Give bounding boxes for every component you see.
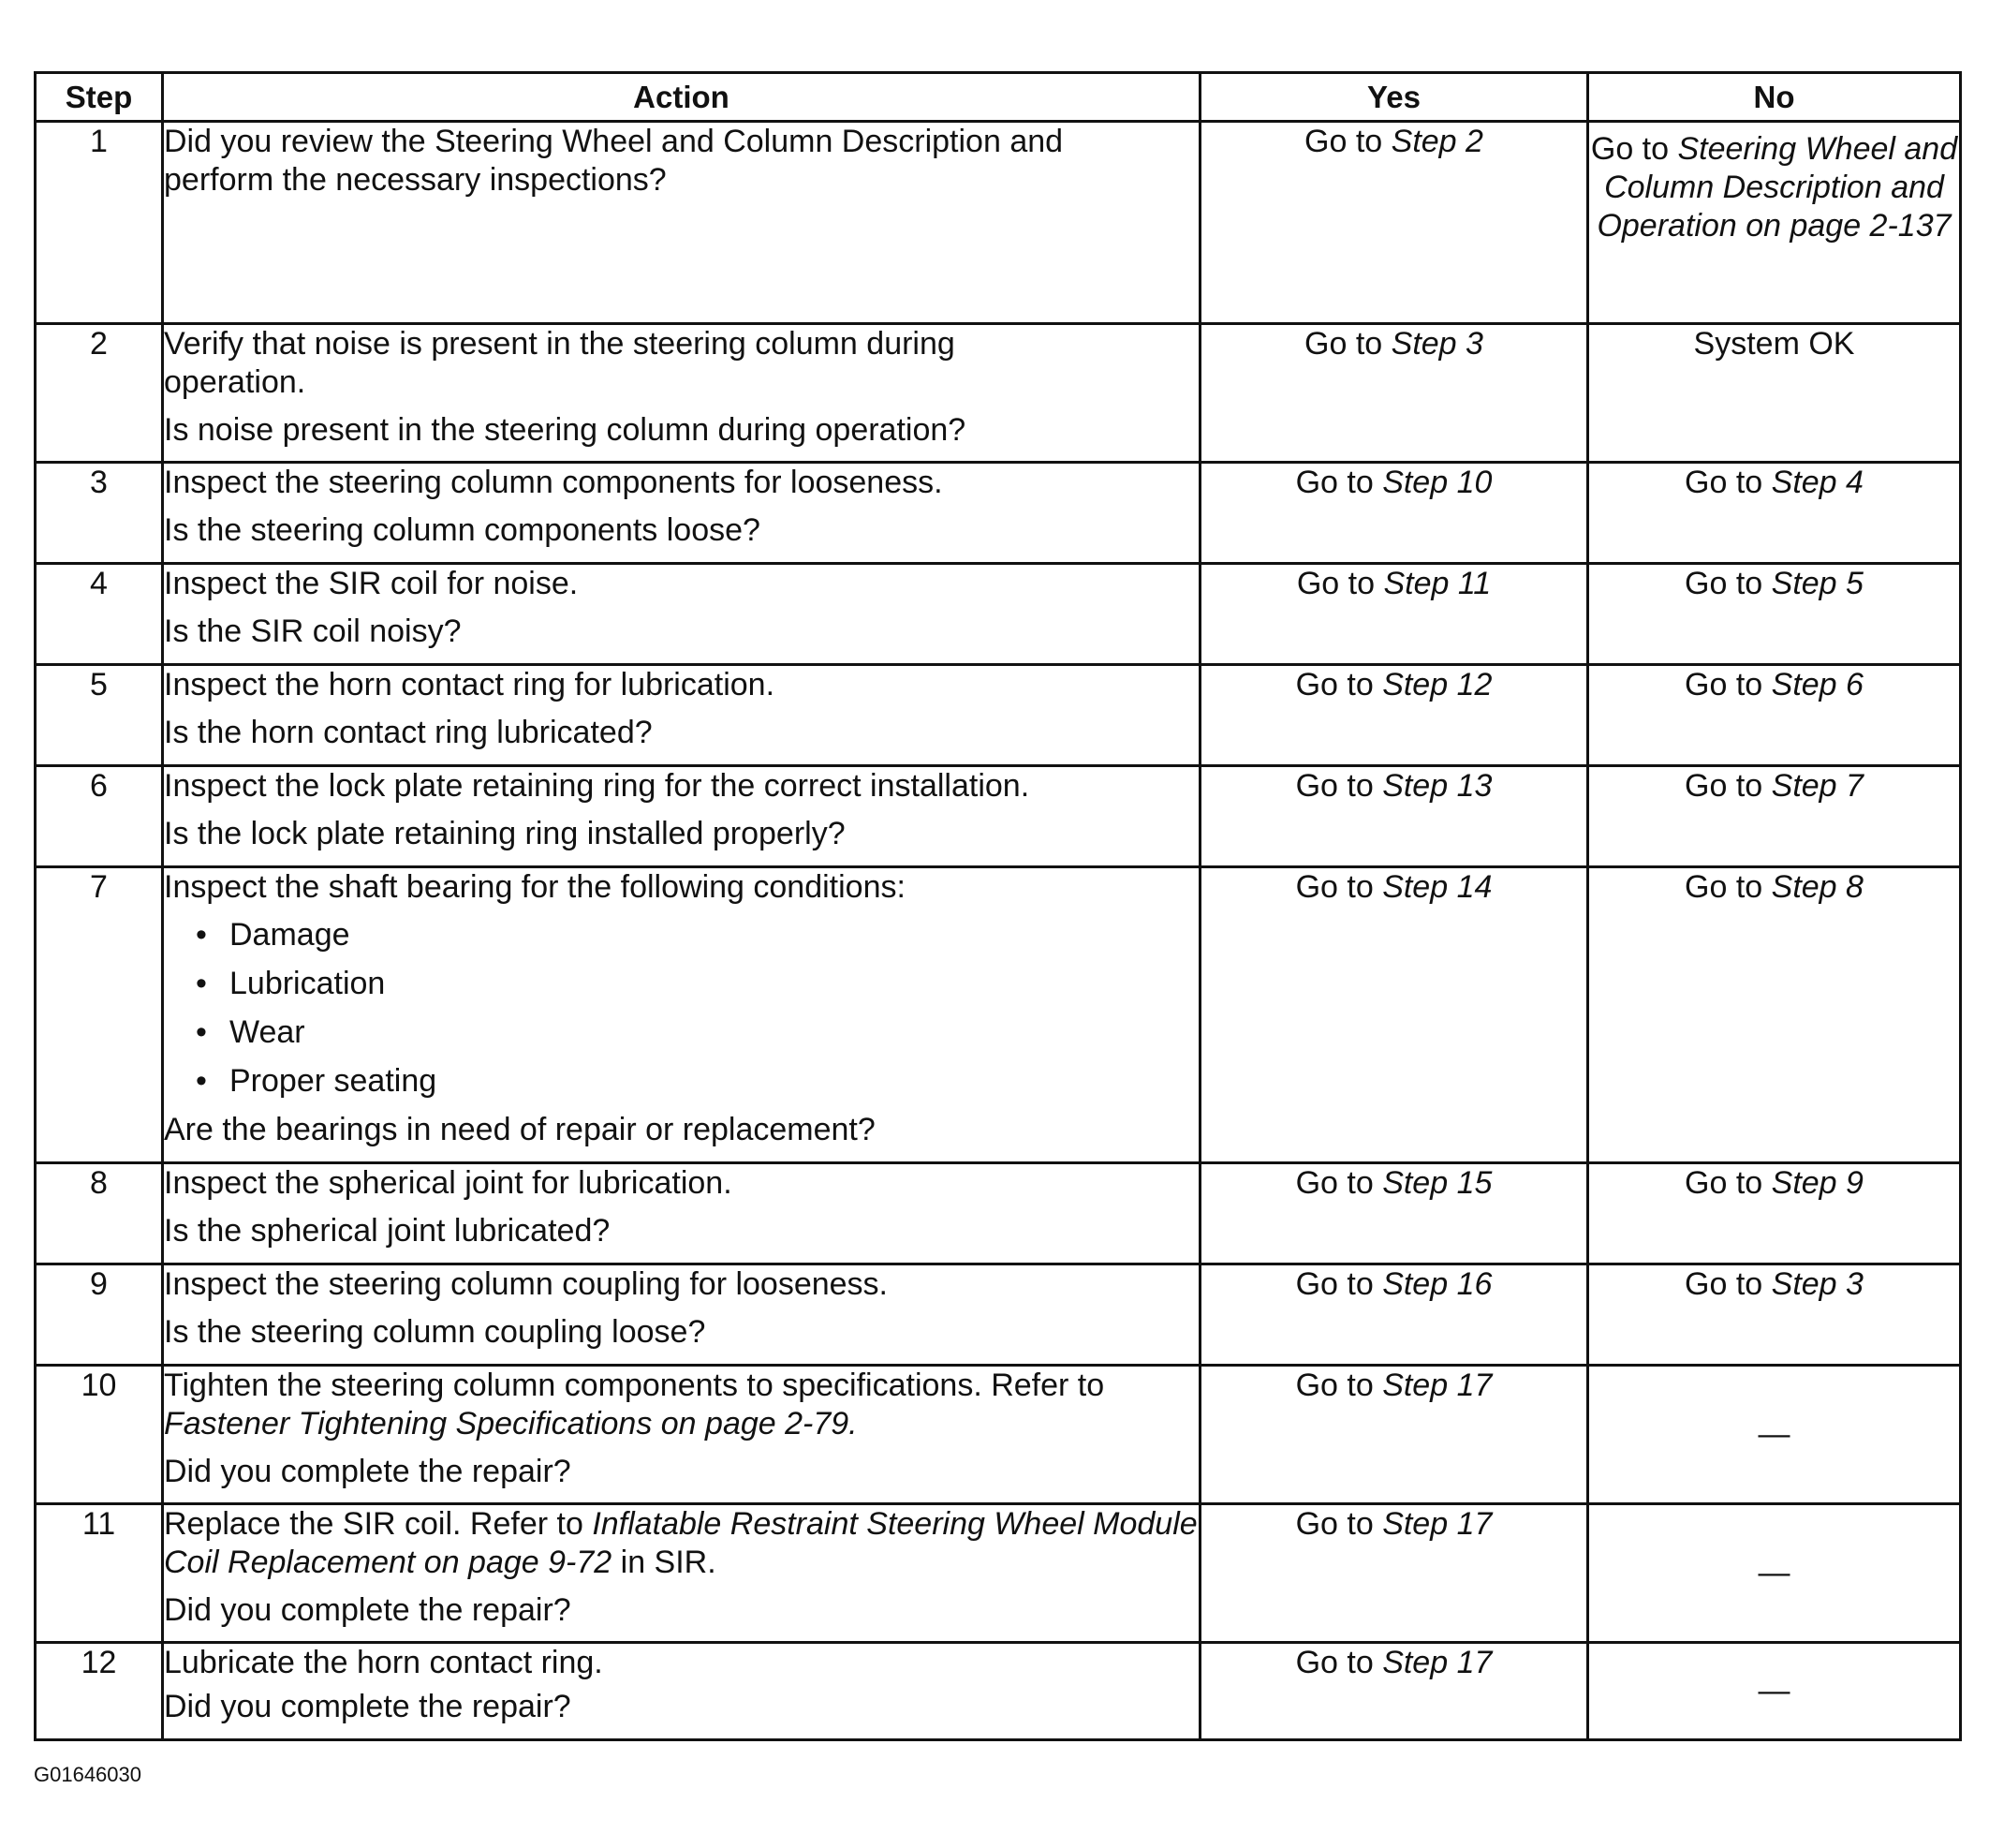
yes-step-ref: Step 16 xyxy=(1382,1266,1493,1302)
yes-step-ref: Step 2 xyxy=(1391,124,1483,159)
action-question: Is noise present in the steering column during operation? xyxy=(164,412,966,448)
action-cell xyxy=(163,1163,1201,1264)
no-prefix: Go to xyxy=(1685,1266,1772,1302)
action-text xyxy=(164,1367,1199,1443)
yes-prefix: Go to xyxy=(1295,1368,1383,1403)
yes-prefix: Go to xyxy=(1295,1266,1383,1302)
yes-prefix: Go to xyxy=(1295,1645,1383,1680)
no-step-ref: Step 4 xyxy=(1771,465,1864,500)
yes-cell xyxy=(1201,665,1588,766)
step-number: 2 xyxy=(36,324,163,463)
action-cell xyxy=(163,1264,1201,1366)
yes-step-ref: Step 17 xyxy=(1382,1645,1493,1680)
list-item-text: Wear xyxy=(229,1014,305,1050)
no-cell xyxy=(1588,1264,1961,1366)
no-prefix: Go to xyxy=(1685,1165,1772,1201)
table-row xyxy=(36,665,1961,766)
yes-step-ref: Step 3 xyxy=(1391,326,1483,362)
table-row xyxy=(36,564,1961,665)
no-step-ref: Step 6 xyxy=(1771,667,1864,702)
action-text: Did you review the Steering Wheel and Column Description and perform the necessary inspections? xyxy=(164,124,1064,198)
yes-cell xyxy=(1201,1366,1588,1504)
diagnostic-table-container xyxy=(34,71,1959,1741)
no-prefix: Go to xyxy=(1685,465,1772,500)
header-no: No xyxy=(1588,73,1961,122)
yes-step-ref: Step 13 xyxy=(1382,768,1493,804)
step-number: 11 xyxy=(36,1504,163,1643)
yes-prefix: Go to xyxy=(1304,326,1392,362)
no-cell xyxy=(1588,1643,1961,1740)
action-text: Inspect the SIR coil for noise. xyxy=(164,566,579,601)
bullet-icon: • xyxy=(196,1063,207,1099)
no-prefix: Go to xyxy=(1685,566,1772,601)
step-number: 3 xyxy=(36,463,163,564)
step-number: 8 xyxy=(36,1163,163,1264)
table-row xyxy=(36,1163,1961,1264)
yes-cell xyxy=(1201,867,1588,1163)
yes-cell xyxy=(1201,1264,1588,1366)
header-step: Step xyxy=(36,73,163,122)
no-cell xyxy=(1588,766,1961,867)
action-text: Inspect the shaft bearing for the following conditions: xyxy=(164,869,906,905)
no-cell xyxy=(1588,122,1961,324)
list-item xyxy=(164,1013,1199,1052)
step-number: 9 xyxy=(36,1264,163,1366)
table-row xyxy=(36,867,1961,1163)
no-prefix: Go to xyxy=(1685,667,1772,702)
bullet-icon: • xyxy=(196,1014,207,1050)
action-cell xyxy=(163,665,1201,766)
action-text: Verify that noise is present in the steering column during operation. xyxy=(164,326,955,400)
table-header-row xyxy=(36,73,1961,122)
action-text: Inspect the horn contact ring for lubrication. xyxy=(164,667,775,702)
diagnostic-table xyxy=(34,71,1962,1741)
no-dash: — xyxy=(1758,1555,1790,1590)
yes-step-ref: Step 11 xyxy=(1383,566,1492,601)
step-number: 1 xyxy=(36,122,163,324)
action-text: Inspect the lock plate retaining ring for the correct installation. xyxy=(164,768,1030,804)
action-text: Inspect the steering column components for looseness. xyxy=(164,465,943,500)
step-number: 7 xyxy=(36,867,163,1163)
action-question: Is the lock plate retaining ring installed properly? xyxy=(164,816,846,851)
header-action: Action xyxy=(163,73,1201,122)
list-item-text: Proper seating xyxy=(229,1063,437,1099)
yes-cell xyxy=(1201,1643,1588,1740)
action-question: Are the bearings in need of repair or replacement? xyxy=(164,1112,876,1147)
action-prefix: Tighten the steering column components to specifications. Refer to xyxy=(164,1368,1105,1403)
yes-prefix: Go to xyxy=(1295,1165,1383,1201)
no-doc-ref: Steering Wheel and Column Description and Operation on page 2-137 xyxy=(1597,131,1958,244)
yes-cell xyxy=(1201,766,1588,867)
no-cell xyxy=(1588,463,1961,564)
no-step-ref: Step 3 xyxy=(1771,1266,1864,1302)
action-text: Lubricate the horn contact ring. xyxy=(164,1645,603,1680)
action-cell xyxy=(163,122,1201,324)
action-text: Inspect the steering column coupling for looseness. xyxy=(164,1266,889,1302)
action-cell xyxy=(163,1366,1201,1504)
yes-step-ref: Step 17 xyxy=(1382,1368,1493,1403)
step-number: 4 xyxy=(36,564,163,665)
yes-prefix: Go to xyxy=(1295,465,1383,500)
action-question: Is the steering column coupling loose? xyxy=(164,1314,706,1350)
table-row xyxy=(36,766,1961,867)
list-item xyxy=(164,916,1199,954)
no-step-ref: Step 7 xyxy=(1771,768,1864,804)
table-row xyxy=(36,324,1961,463)
condition-list xyxy=(164,916,1199,1101)
list-item xyxy=(164,965,1199,1003)
yes-prefix: Go to xyxy=(1296,566,1384,601)
yes-step-ref: Step 10 xyxy=(1382,465,1493,500)
yes-prefix: Go to xyxy=(1295,1506,1383,1542)
action-suffix: in SIR. xyxy=(611,1545,716,1580)
yes-cell xyxy=(1201,564,1588,665)
action-cell xyxy=(163,867,1201,1163)
bullet-icon: • xyxy=(196,917,207,953)
table-row xyxy=(36,1264,1961,1366)
action-cell xyxy=(163,1643,1201,1740)
no-step-ref: Step 8 xyxy=(1771,869,1864,905)
no-prefix: Go to xyxy=(1685,768,1772,804)
no-prefix: Go to xyxy=(1685,869,1772,905)
list-item xyxy=(164,1062,1199,1101)
no-cell xyxy=(1588,564,1961,665)
step-number: 5 xyxy=(36,665,163,766)
yes-step-ref: Step 15 xyxy=(1382,1165,1493,1201)
table-row xyxy=(36,1643,1961,1740)
action-question: Is the steering column components loose? xyxy=(164,512,760,548)
yes-prefix: Go to xyxy=(1295,768,1383,804)
no-step-ref: Step 5 xyxy=(1771,566,1864,601)
table-row xyxy=(36,122,1961,324)
yes-prefix: Go to xyxy=(1304,124,1392,159)
yes-prefix: Go to xyxy=(1295,869,1383,905)
no-prefix: Go to xyxy=(1590,131,1678,167)
yes-step-ref: Step 12 xyxy=(1382,667,1493,702)
header-yes: Yes xyxy=(1201,73,1588,122)
yes-cell xyxy=(1201,1504,1588,1643)
table-row xyxy=(36,463,1961,564)
action-cell xyxy=(163,564,1201,665)
action-question: Did you complete the repair? xyxy=(164,1454,571,1489)
yes-cell xyxy=(1201,1163,1588,1264)
action-doc-ref: Inflatable Restraint Steering Wheel Module Coil Replacement on page 9-72 xyxy=(164,1506,1198,1580)
action-cell xyxy=(163,463,1201,564)
step-number: 6 xyxy=(36,766,163,867)
no-cell xyxy=(1588,1163,1961,1264)
no-cell xyxy=(1588,1504,1961,1643)
no-dash: — xyxy=(1758,1673,1790,1708)
action-text xyxy=(164,1505,1199,1582)
yes-cell xyxy=(1201,122,1588,324)
table-row xyxy=(36,1366,1961,1504)
yes-step-ref: Step 14 xyxy=(1382,869,1493,905)
no-cell xyxy=(1588,867,1961,1163)
action-prefix: Replace the SIR coil. Refer to xyxy=(164,1506,593,1542)
no-dash: — xyxy=(1758,1416,1790,1452)
action-question: Is the horn contact ring lubricated? xyxy=(164,715,653,750)
action-question: Did you complete the repair? xyxy=(164,1592,571,1628)
action-cell xyxy=(163,324,1201,463)
action-question: Is the spherical joint lubricated? xyxy=(164,1213,611,1249)
action-cell xyxy=(163,766,1201,867)
step-number: 10 xyxy=(36,1366,163,1504)
no-cell xyxy=(1588,324,1961,463)
yes-cell xyxy=(1201,463,1588,564)
no-cell xyxy=(1588,665,1961,766)
no-step-ref: Step 9 xyxy=(1771,1165,1864,1201)
no-text: System OK xyxy=(1693,326,1855,362)
yes-step-ref: Step 17 xyxy=(1382,1506,1493,1542)
figure-id: G01646030 xyxy=(34,1763,141,1786)
action-question: Is the SIR coil noisy? xyxy=(164,614,462,649)
yes-prefix: Go to xyxy=(1295,667,1383,702)
step-number: 12 xyxy=(36,1643,163,1740)
list-item-text: Damage xyxy=(229,917,350,953)
bullet-icon: • xyxy=(196,966,207,1001)
list-item-text: Lubrication xyxy=(229,966,386,1001)
yes-cell xyxy=(1201,324,1588,463)
action-doc-ref: Fastener Tightening Specifications on page 2-79. xyxy=(164,1406,858,1441)
action-question: Did you complete the repair? xyxy=(164,1689,571,1724)
table-row xyxy=(36,1504,1961,1643)
action-text: Inspect the spherical joint for lubrication. xyxy=(164,1165,732,1201)
no-cell xyxy=(1588,1366,1961,1504)
action-cell xyxy=(163,1504,1201,1643)
